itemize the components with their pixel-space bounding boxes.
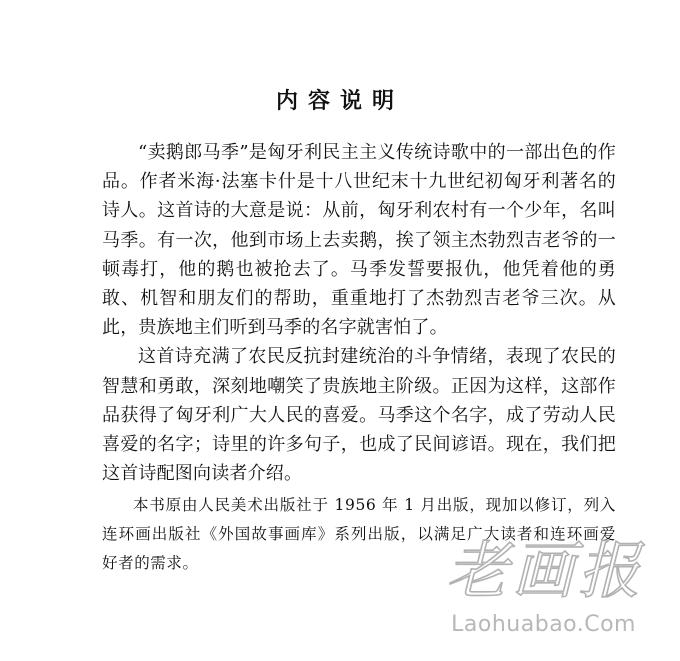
- page-title: 内容说明: [275, 89, 404, 114]
- watermark-logo: 老画报: [445, 534, 644, 607]
- body-text: [102, 138, 616, 578]
- paragraph-intro: “卖鹅郎马季”是匈牙利民主主义传统诗歌中的一部出色的作品。作者米海·法塞卡什是十八世纪末十九世纪初匈牙利著名的诗人。这首诗的大意是说：从前，匈牙利农村有一个少年，名叫马季。有一次，他到市场上去卖鹅，挨了领主杰勃烈吉老爷的一顿毒打，他的鹅也被抢去了。马季发誓要报仇，他凭着他的勇敢、机智和朋友们的帮助，重重地打了杰勃烈吉老爷三次。从此，贵族地主们听到马季的名字就害怕了。: [102, 142, 616, 339]
- publication-note: 本书原由人民美术出版社于 1956 年 1 月出版，现加以修订，列入连环画出版社《外国故事画库》系列出版，以满足广大读者和连环画爱好者的需求。: [102, 496, 616, 573]
- watermark-url: Laohuabao.Com: [451, 612, 636, 637]
- paragraph-significance: 这首诗充满了农民反抗封建统治的斗争情绪，表现了农民的智慧和勇敢，深刻地嘲笑了贵族地主阶级。正因为这样，这部作品获得了匈牙利广大人民的喜爱。马季这个名字，成了劳动人民喜爱的名字；诗里的许多句子，也成了民间谚语。现在，我们把这首诗配图向读者介绍。: [102, 346, 616, 485]
